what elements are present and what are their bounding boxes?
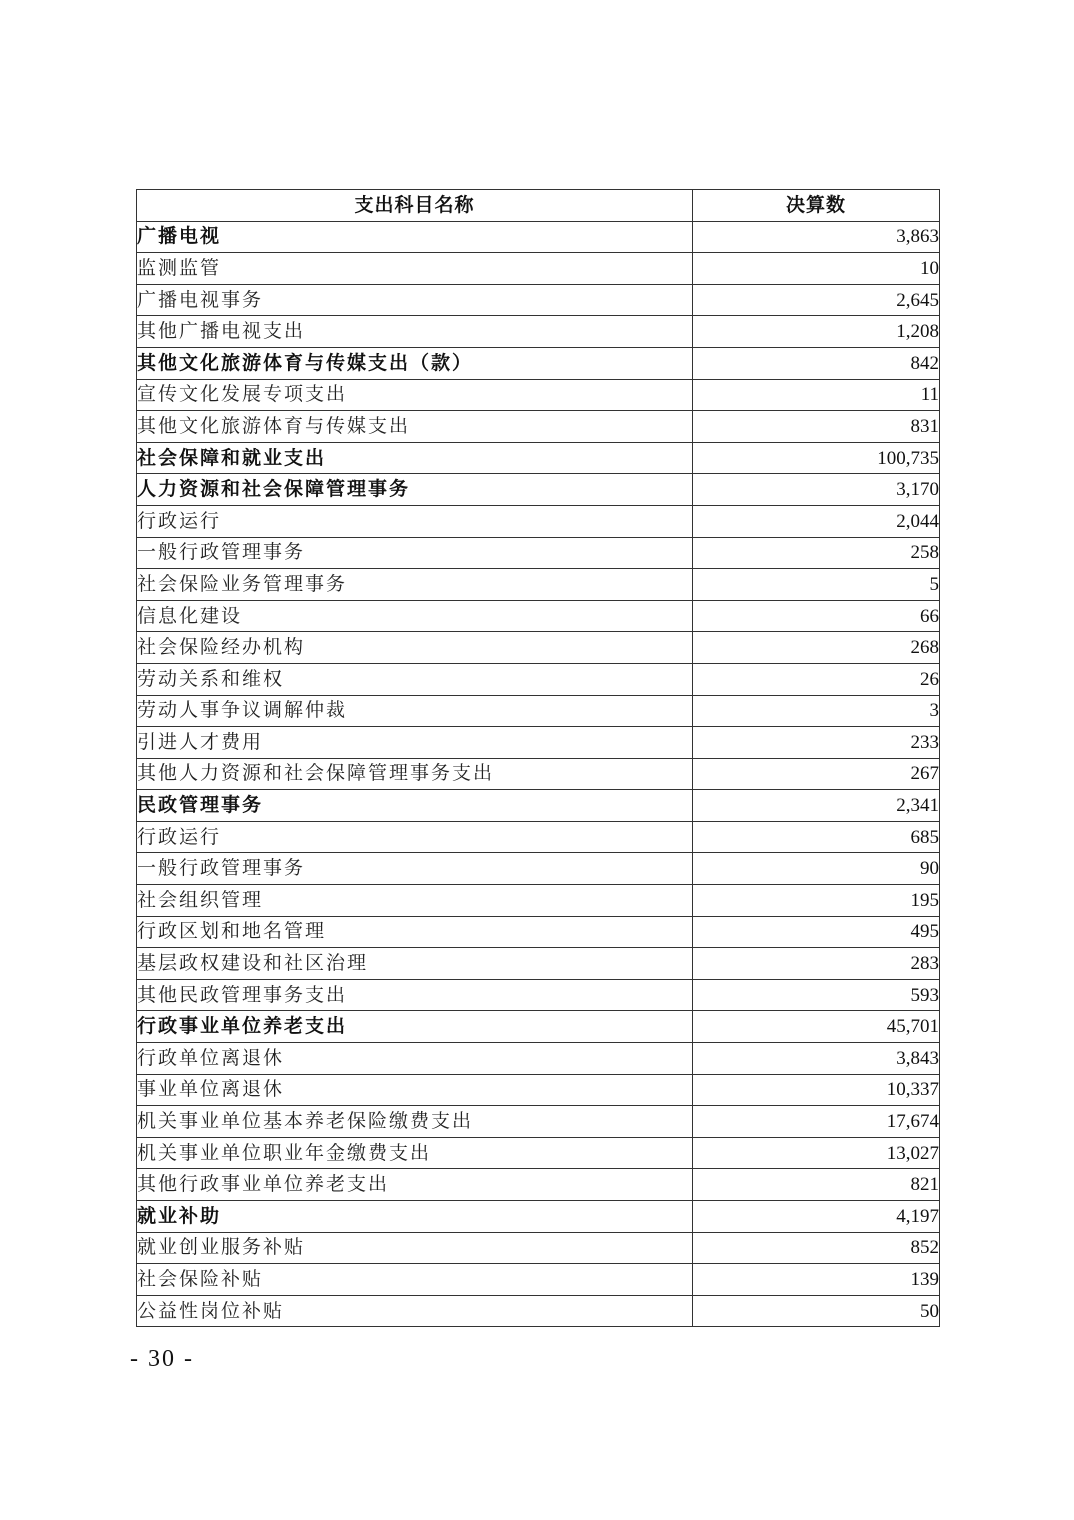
row-item-name: 民政管理事务: [137, 790, 693, 822]
row-item-name: 行政区划和地名管理: [137, 916, 693, 948]
row-item-name: 其他行政事业单位养老支出: [137, 1169, 693, 1201]
row-amount: 495: [693, 916, 940, 948]
row-amount: 26: [693, 663, 940, 695]
row-amount: 258: [693, 537, 940, 569]
table-row: [137, 916, 940, 948]
table-row: [137, 537, 940, 569]
table-row: [137, 1106, 940, 1138]
row-item-name: 机关事业单位基本养老保险缴费支出: [137, 1106, 693, 1138]
row-item-name: 行政事业单位养老支出: [137, 1011, 693, 1043]
row-item-name: 行政单位离退休: [137, 1043, 693, 1075]
table-row: [137, 979, 940, 1011]
row-item-name: 一般行政管理事务: [137, 853, 693, 885]
table-row: [137, 1074, 940, 1106]
table-row: [137, 790, 940, 822]
row-item-name: 劳动关系和维权: [137, 663, 693, 695]
row-amount: 267: [693, 758, 940, 790]
table-row: [137, 284, 940, 316]
row-item-name: 事业单位离退休: [137, 1074, 693, 1106]
row-amount: 139: [693, 1264, 940, 1296]
row-item-name: 引进人才费用: [137, 727, 693, 759]
row-item-name: 信息化建设: [137, 600, 693, 632]
row-item-name: 就业补助: [137, 1201, 693, 1233]
table-row: [137, 1043, 940, 1075]
row-item-name: 社会保险业务管理事务: [137, 569, 693, 601]
row-amount: 13,027: [693, 1137, 940, 1169]
row-item-name: 其他文化旅游体育与传媒支出（款）: [137, 347, 693, 379]
row-amount: 842: [693, 347, 940, 379]
table-row: [137, 1295, 940, 1327]
table-row: [137, 316, 940, 348]
row-amount: 3: [693, 695, 940, 727]
page-number: - 30 -: [130, 1346, 194, 1372]
table-row: [137, 221, 940, 253]
row-amount: 10,337: [693, 1074, 940, 1106]
table-row: [137, 758, 940, 790]
row-item-name: 社会保险补贴: [137, 1264, 693, 1296]
table-row: [137, 442, 940, 474]
row-amount: 50: [693, 1295, 940, 1327]
row-item-name: 宣传文化发展专项支出: [137, 379, 693, 411]
table-row: [137, 1232, 940, 1264]
row-amount: 2,645: [693, 284, 940, 316]
row-item-name: 一般行政管理事务: [137, 537, 693, 569]
column-header-name: 支出科目名称: [137, 190, 693, 222]
row-amount: 3,863: [693, 221, 940, 253]
table-row: [137, 253, 940, 285]
row-item-name: 其他民政管理事务支出: [137, 979, 693, 1011]
table-row: [137, 474, 940, 506]
row-amount: 66: [693, 600, 940, 632]
row-item-name: 广播电视事务: [137, 284, 693, 316]
row-item-name: 劳动人事争议调解仲裁: [137, 695, 693, 727]
row-item-name: 行政运行: [137, 505, 693, 537]
table-row: [137, 885, 940, 917]
row-amount: 852: [693, 1232, 940, 1264]
row-amount: 1,208: [693, 316, 940, 348]
table-row: [137, 569, 940, 601]
row-amount: 100,735: [693, 442, 940, 474]
row-amount: 5: [693, 569, 940, 601]
table-row: [137, 695, 940, 727]
table-body: [137, 221, 940, 1327]
row-item-name: 其他广播电视支出: [137, 316, 693, 348]
row-amount: 2,044: [693, 505, 940, 537]
table-row: [137, 379, 940, 411]
row-item-name: 社会组织管理: [137, 885, 693, 917]
row-item-name: 就业创业服务补贴: [137, 1232, 693, 1264]
column-header-amount: 决算数: [693, 190, 940, 222]
table-row: [137, 1011, 940, 1043]
row-item-name: 社会保险经办机构: [137, 632, 693, 664]
row-item-name: 其他人力资源和社会保障管理事务支出: [137, 758, 693, 790]
row-item-name: 社会保障和就业支出: [137, 442, 693, 474]
row-amount: 10: [693, 253, 940, 285]
row-amount: 11: [693, 379, 940, 411]
row-amount: 4,197: [693, 1201, 940, 1233]
row-item-name: 广播电视: [137, 221, 693, 253]
budget-table: [136, 189, 940, 1327]
row-item-name: 机关事业单位职业年金缴费支出: [137, 1137, 693, 1169]
row-amount: 3,843: [693, 1043, 940, 1075]
table-row: [137, 1264, 940, 1296]
table-row: [137, 727, 940, 759]
table-row: [137, 1169, 940, 1201]
table-row: [137, 505, 940, 537]
row-item-name: 行政运行: [137, 821, 693, 853]
row-amount: 90: [693, 853, 940, 885]
row-amount: 831: [693, 411, 940, 443]
row-amount: 45,701: [693, 1011, 940, 1043]
row-amount: 233: [693, 727, 940, 759]
table-row: [137, 853, 940, 885]
row-item-name: 公益性岗位补贴: [137, 1295, 693, 1327]
row-item-name: 监测监管: [137, 253, 693, 285]
table-row: [137, 663, 940, 695]
row-amount: 2,341: [693, 790, 940, 822]
row-amount: 283: [693, 948, 940, 980]
row-item-name: 人力资源和社会保障管理事务: [137, 474, 693, 506]
table-row: [137, 1137, 940, 1169]
table-row: [137, 600, 940, 632]
row-amount: 685: [693, 821, 940, 853]
table-row: [137, 347, 940, 379]
row-amount: 593: [693, 979, 940, 1011]
row-amount: 821: [693, 1169, 940, 1201]
table-row: [137, 948, 940, 980]
row-item-name: 基层政权建设和社区治理: [137, 948, 693, 980]
row-item-name: 其他文化旅游体育与传媒支出: [137, 411, 693, 443]
table-row: [137, 411, 940, 443]
row-amount: 195: [693, 885, 940, 917]
table-header-row: [137, 190, 940, 222]
row-amount: 268: [693, 632, 940, 664]
table-row: [137, 821, 940, 853]
row-amount: 3,170: [693, 474, 940, 506]
row-amount: 17,674: [693, 1106, 940, 1138]
table-row: [137, 1201, 940, 1233]
table-row: [137, 632, 940, 664]
